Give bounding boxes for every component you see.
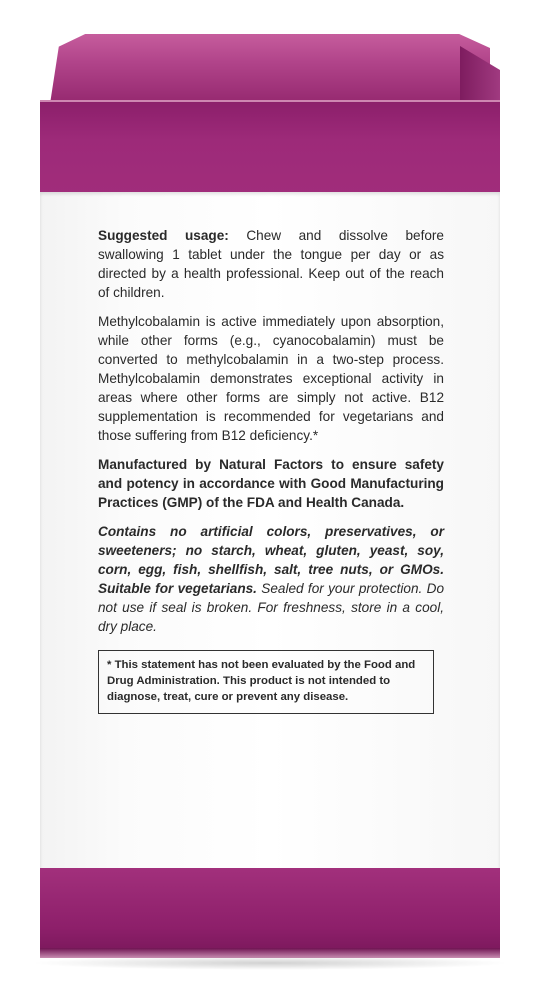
usage-heading: Suggested usage: — [98, 228, 229, 243]
bottom-magenta-band — [40, 868, 500, 954]
label-text — [98, 226, 444, 714]
box-shadow — [30, 956, 510, 970]
usage-paragraph — [98, 226, 444, 302]
sealed-text: Sealed for your protection. Do not use if seal is broken. For freshness, store in a cool, dry place. — [98, 581, 445, 634]
usage-text: Chew and dissolve before swallowing 1 tablet under the tongue per day or as directed by a health professional. Keep out of the reach of children. — [98, 228, 444, 300]
contains-paragraph — [98, 522, 444, 636]
fda-notice-box: * This statement has not been evaluated by the Food and Drug Administration. This product is not intended to diagnose, treat, cure or prevent any disease. — [98, 650, 434, 714]
contains-text: Contains no artificial colors, preservatives, or sweeteners; no starch, wheat, gluten, yeast, soy, corn, egg, fish, shellfish, salt, tree nuts, or GMOs. Suitable for vegetarians. — [98, 524, 444, 596]
manufactured-paragraph: Manufactured by Natural Factors to ensure safety and potency in accordance with Good Manufacturing Practices (GMP) of the FDA and Health Canada. — [98, 457, 444, 510]
methyl-paragraph: Methylcobalamin is active immediately upon absorption, while other forms (e.g., cyanocobalamin) must be converted to methylcobalamin in a two-step process. Methylcobalamin demonstrates exceptional activity in areas where other forms are simply not active. B12 supplementation is recommended for vegetarians and those suffering from B12 deficiency.* — [98, 314, 444, 443]
top-magenta-band — [40, 100, 500, 197]
box-lid-top — [50, 34, 490, 104]
